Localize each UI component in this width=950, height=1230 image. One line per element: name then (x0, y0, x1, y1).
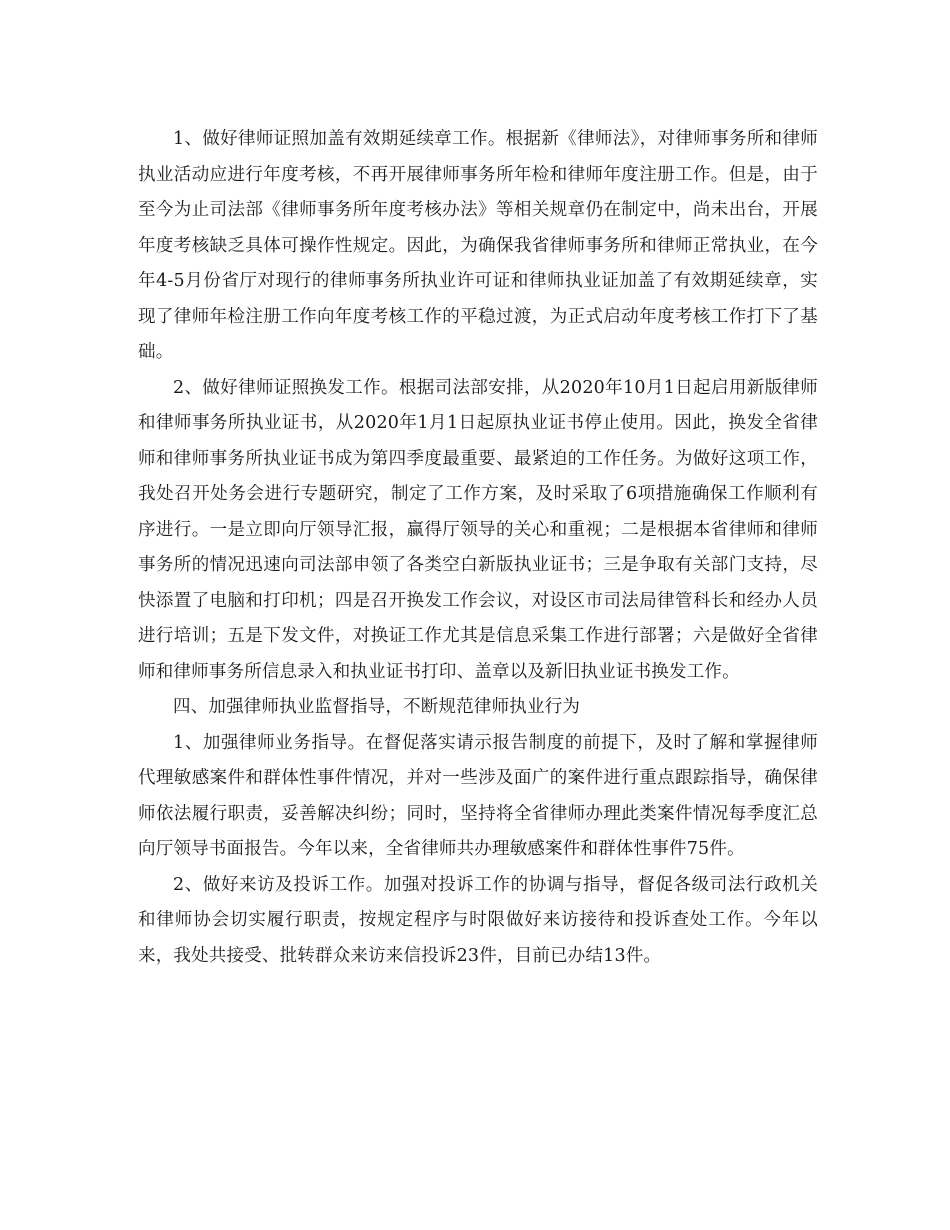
paragraph-4: 2、做好来访及投诉工作。加强对投诉工作的协调与指导，督促各级司法行政机关和律师协会切实履行职责，按规定程序与时限做好来访接待和投诉查处工作。今年以来，我处共接受、批转群众来访来信投诉23件，目前已办结13件。 (138, 874, 818, 966)
paragraph-1: 1、做好律师证照加盖有效期延续章工作。根据新《律师法》，对律师事务所和律师执业活动应进行年度考核，不再开展律师事务所年检和律师年度注册工作。但是，由于至今为止司法部《律师事务所年度考核办法》等相关规章仍在制定中，尚未出台，开展年度考核缺乏具体可操作性规定。因此，为确保我省律师事务所和律师正常执业，在今年4-5月份省厅对现行的律师事务所执业许可证和律师执业证加盖了有效期延续章，实现了律师年检注册工作向年度考核工作的平稳过渡，为正式启动年度考核工作打下了基础。 (138, 129, 818, 362)
paragraph-3: 1、加强律师业务指导。在督促落实请示报告制度的前提下，及时了解和掌握律师代理敏感案件和群体性事件情况，并对一些涉及面广的案件进行重点跟踪指导，确保律师依法履行职责，妥善解决纠纷；同时，坚持将全省律师办理此类案件情况每季度汇总向厅领导书面报告。今年以来，全省律师共办理敏感案件和群体性事件75件。 (138, 732, 818, 859)
paragraph-2: 2、做好律师证照换发工作。根据司法部安排，从2020年10月1日起启用新版律师和律师事务所执业证书，从2020年1月1日起原执业证书停止使用。因此，换发全省律师和律师事务所执业证书成为第四季度最重要、最紧迫的工作任务。为做好这项工作，我处召开处务会进行专题研究，制定了工作方案，及时采取了6项措施确保工作顺利有序进行。一是立即向厅领导汇报，赢得厅领导的关心和重视；二是根据本省律师和律师事务所的情况迅速向司法部申领了各类空白新版执业证书；三是争取有关部门支持，尽快添置了电脑和打印机；四是召开换发工作会议，对设区市司法局律管科长和经办人员进行培训；五是下发文件，对换证工作尤其是信息采集工作进行部署；六是做好全省律师和律师事务所信息录入和执业证书打印、盖章以及新旧执业证书换发工作。 (138, 377, 818, 682)
document-body (138, 122, 818, 974)
section-heading: 四、加强律师执业监督指导，不断规范律师执业行为 (173, 697, 581, 717)
